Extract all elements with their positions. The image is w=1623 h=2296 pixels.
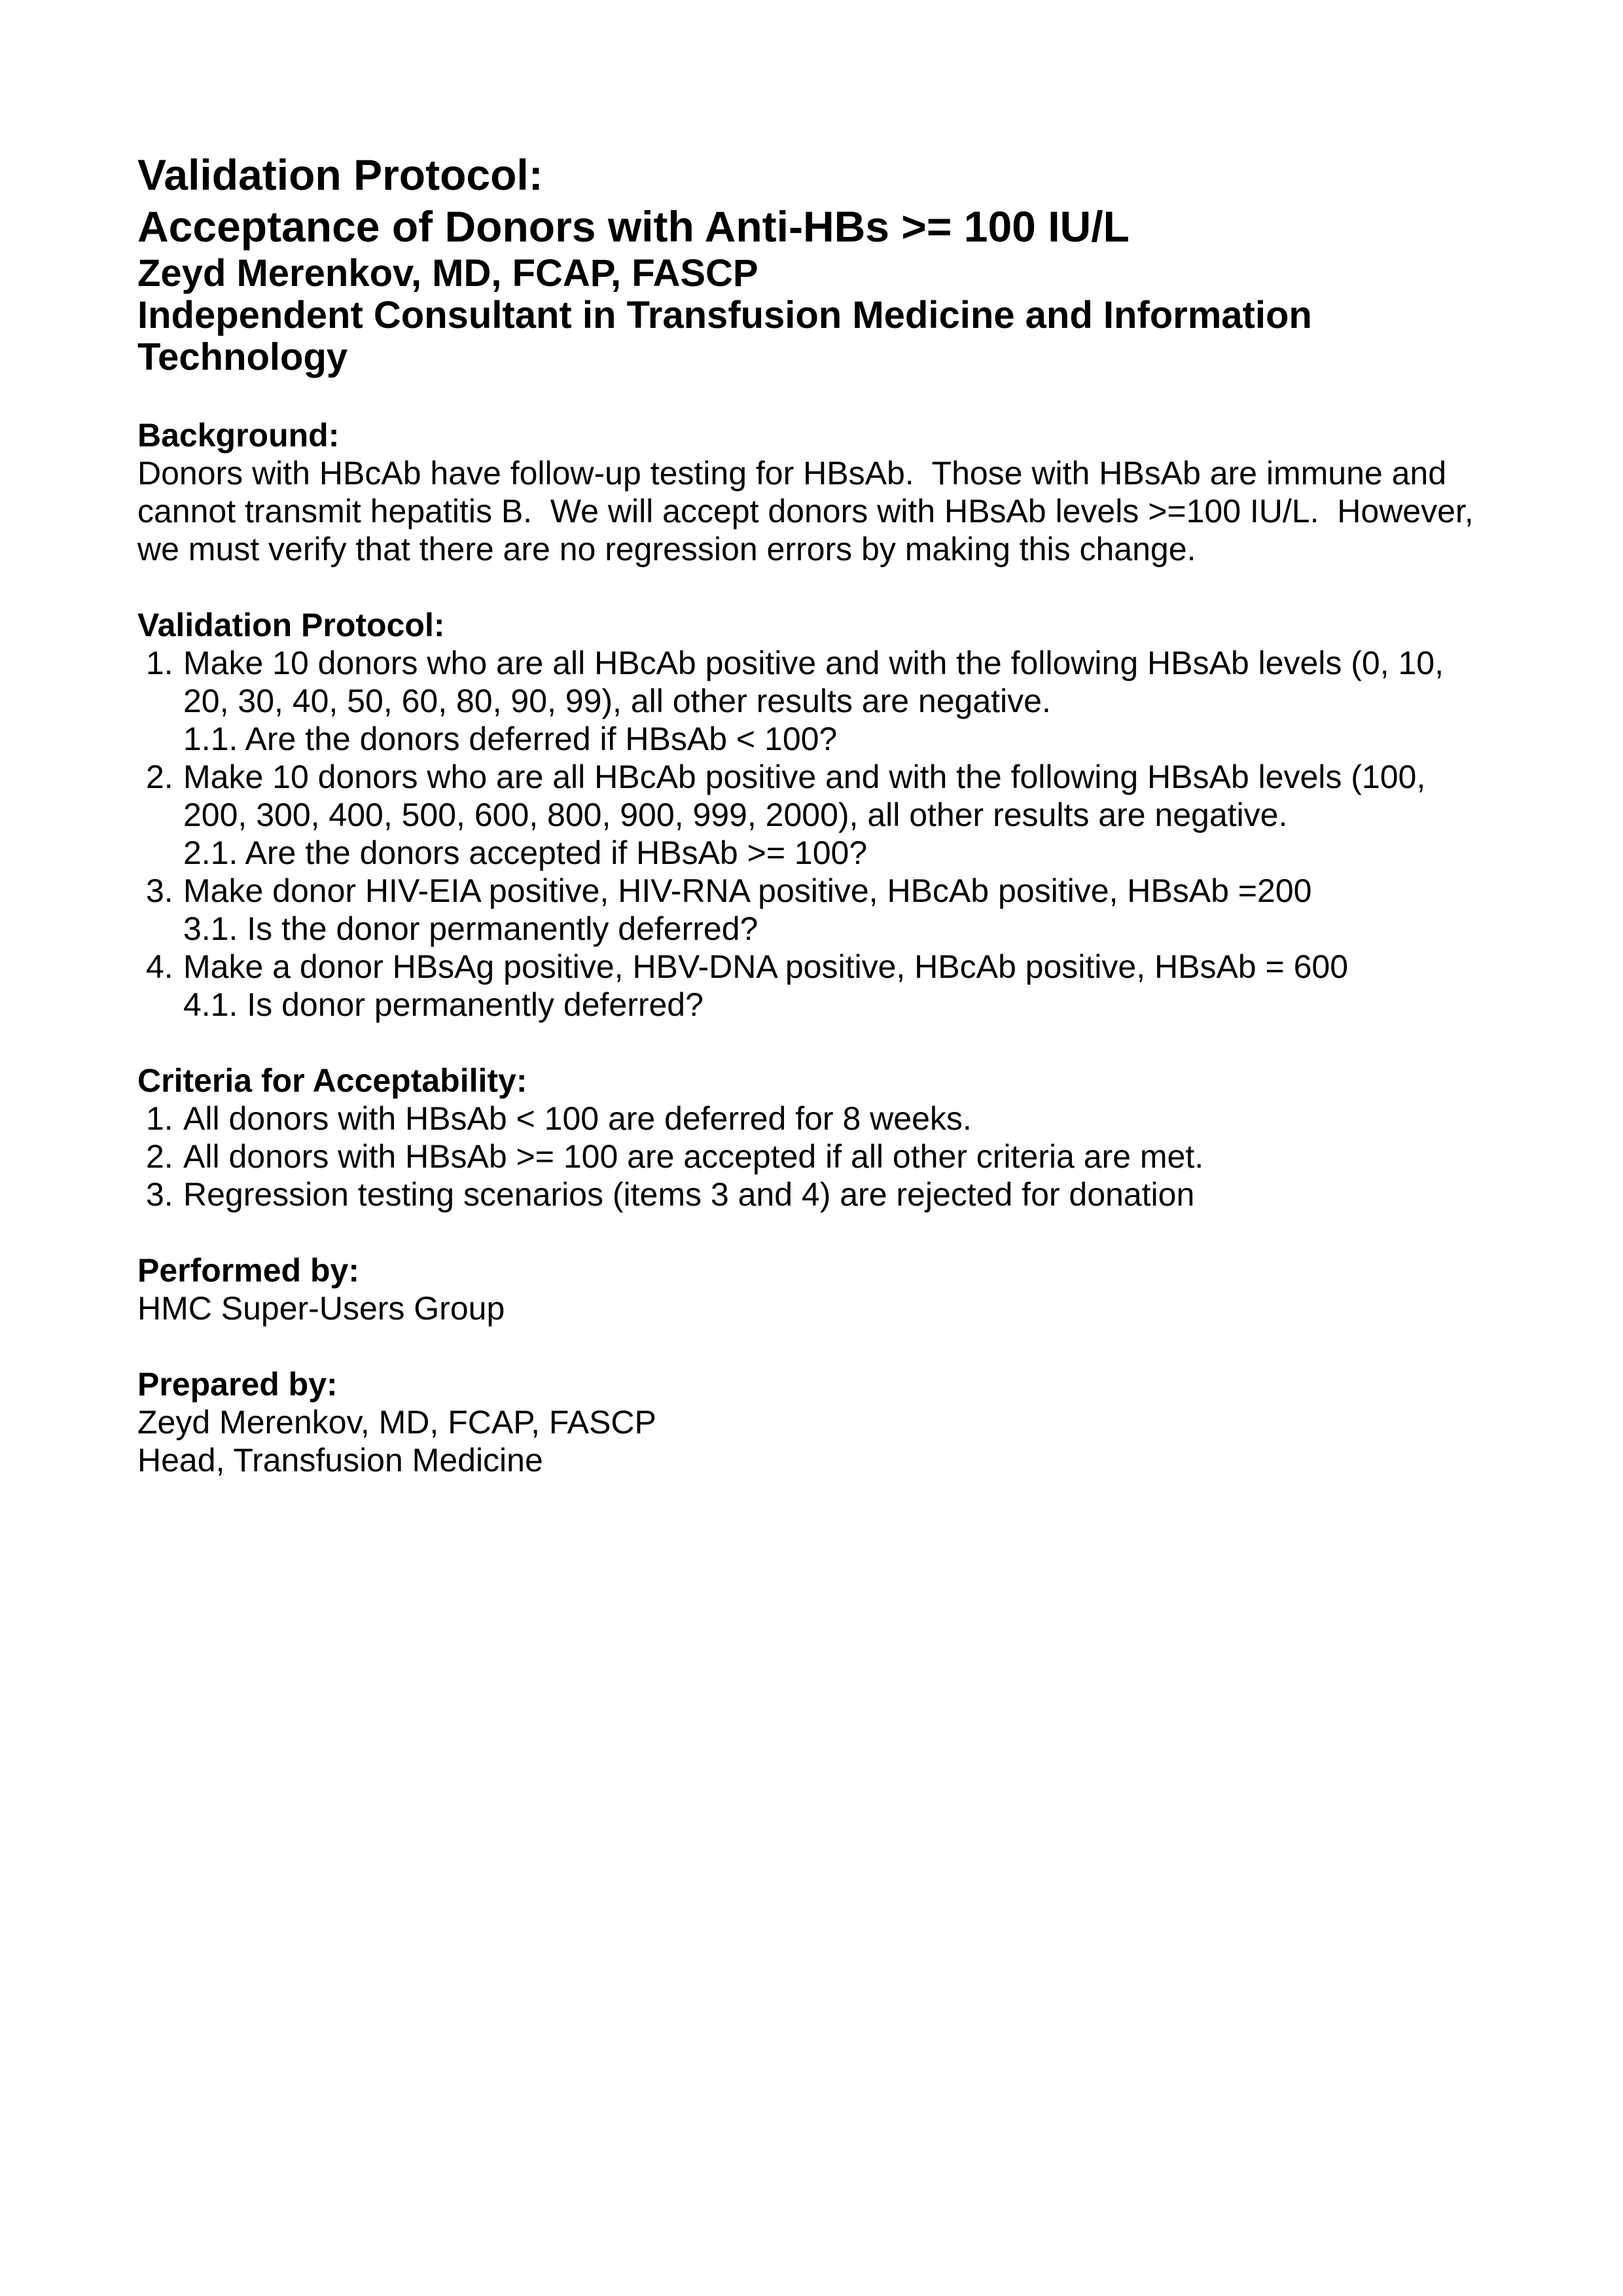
list-item-content xyxy=(183,872,1486,948)
affiliation-line: Independent Consultant in Transfusion Medicine and Information Technology xyxy=(137,294,1323,378)
list-item-line: 20, 30, 40, 50, 60, 80, 90, 99), all other results are negative. xyxy=(183,683,1051,719)
background-text-line: cannot transmit hepatitis B. We will accept donors with HBsAb levels >=100 IU/L. However, xyxy=(137,493,1474,529)
background-heading: Background: xyxy=(137,417,340,454)
list-item-line: Regression testing scenarios (items 3 and 4) are rejected for donation xyxy=(183,1176,1195,1213)
list-item xyxy=(137,1138,1486,1175)
list-item-number: 3. xyxy=(146,1176,173,1213)
list-item xyxy=(137,644,1486,758)
list-item-line: Make 10 donors who are all HBcAb positive and with the following HBsAb levels (100, xyxy=(183,759,1426,795)
list-item-line: Make 10 donors who are all HBcAb positive and with the following HBsAb levels (0, 10, xyxy=(183,645,1444,681)
prepared-by-section xyxy=(137,1365,1486,1479)
criteria-section xyxy=(137,1062,1486,1213)
page-title: Validation Protocol: xyxy=(137,151,543,199)
validation-protocol-section xyxy=(137,606,1486,1024)
list-item-content xyxy=(183,758,1486,872)
performed-by-line: HMC Super-Users Group xyxy=(137,1290,505,1327)
list-item xyxy=(137,948,1486,1024)
list-subitem-line: 4.1. Is donor permanently deferred? xyxy=(183,986,704,1023)
list-item-number: 1. xyxy=(146,1100,173,1137)
list-item-line: All donors with HBsAb < 100 are deferred for 8 weeks. xyxy=(183,1100,972,1137)
list-item xyxy=(137,758,1486,872)
list-item-line: All donors with HBsAb >= 100 are accepted if all other criteria are met. xyxy=(183,1138,1204,1175)
list-item-number: 2. xyxy=(146,1138,173,1175)
prepared-by-line: Head, Transfusion Medicine xyxy=(137,1442,543,1479)
performed-by-heading: Performed by: xyxy=(137,1252,359,1289)
list-item-number: 3. xyxy=(146,872,173,909)
list-item-content xyxy=(183,1175,1486,1213)
list-item-number: 1. xyxy=(146,645,173,681)
background-text-line: we must verify that there are no regression errors by making this change. xyxy=(137,531,1196,567)
list-item xyxy=(137,872,1486,948)
list-item-content xyxy=(183,644,1486,758)
list-item-content xyxy=(183,948,1486,1024)
list-item xyxy=(137,1100,1486,1138)
list-item-number: 4. xyxy=(146,948,173,985)
list-item-line: Make donor HIV-EIA positive, HIV-RNA positive, HBcAb positive, HBsAb =200 xyxy=(183,872,1312,909)
list-item xyxy=(137,1175,1486,1213)
background-text-line: Donors with HBcAb have follow-up testing for HBsAb. Those with HBsAb are immune and xyxy=(137,455,1446,492)
list-item-line: 200, 300, 400, 500, 600, 800, 900, 999, 2000), all other results are negative. xyxy=(183,797,1288,833)
list-subitem-line: 3.1. Is the donor permanently deferred? xyxy=(183,910,758,947)
prepared-by-line: Zeyd Merenkov, MD, FCAP, FASCP xyxy=(137,1404,656,1441)
list-item-content xyxy=(183,1138,1486,1175)
background-section xyxy=(137,416,1486,568)
document-header xyxy=(137,149,1486,378)
page-title-subject: Acceptance of Donors with Anti-HBs >= 100 IU/L xyxy=(137,202,1130,251)
list-subitem-line: 1.1. Are the donors deferred if HBsAb < 100? xyxy=(183,721,838,757)
list-item-line: Make a donor HBsAg positive, HBV-DNA positive, HBcAb positive, HBsAb = 600 xyxy=(183,948,1349,985)
validation-protocol-heading: Validation Protocol: xyxy=(137,607,445,643)
performed-by-section xyxy=(137,1251,1486,1327)
list-item-content xyxy=(183,1100,1486,1138)
prepared-by-heading: Prepared by: xyxy=(137,1366,338,1403)
author-line: Zeyd Merenkov, MD, FCAP, FASCP xyxy=(137,252,758,295)
list-item-number: 2. xyxy=(146,759,173,795)
list-subitem-line: 2.1. Are the donors accepted if HBsAb >= 100? xyxy=(183,834,868,871)
criteria-heading: Criteria for Acceptability: xyxy=(137,1062,527,1099)
